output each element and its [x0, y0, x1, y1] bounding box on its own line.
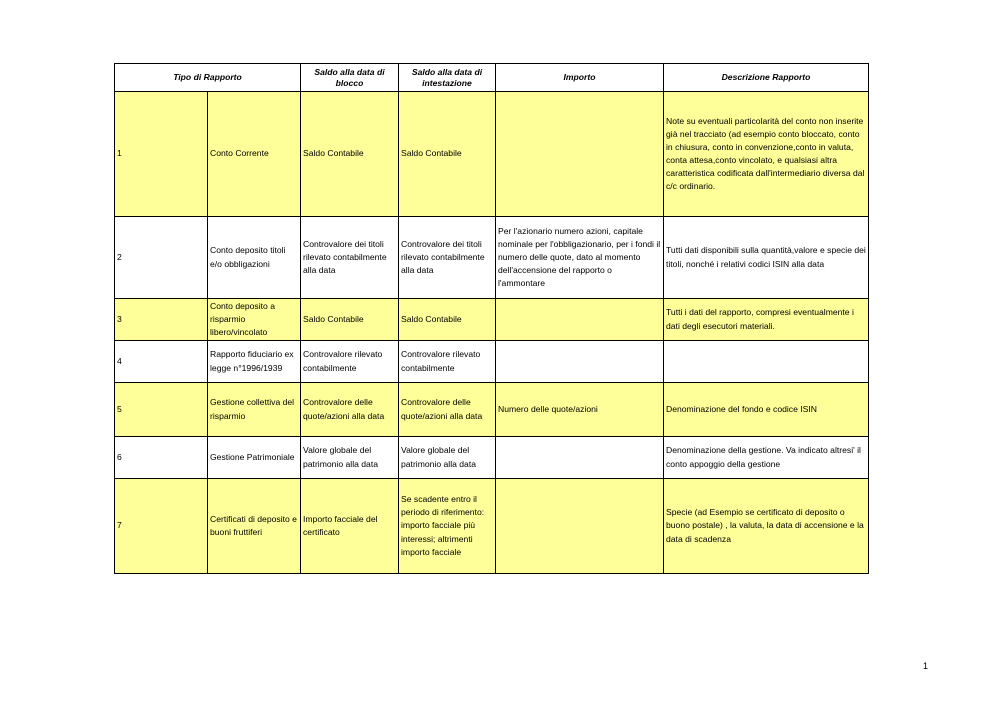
row-descrizione: Tutti dati disponibili sulla quantità,valore e specie dei titoli, nonché i relativi codici ISIN alla data: [664, 217, 869, 299]
page-number: 1: [922, 661, 928, 671]
row-number: 4: [115, 341, 208, 383]
row-importo: [496, 92, 664, 217]
row-importo: [496, 479, 664, 574]
row-tipo: Gestione collettiva del risparmio: [208, 383, 301, 437]
row-importo: Numero delle quote/azioni: [496, 383, 664, 437]
row-saldo-intestazione: Saldo Contabile: [399, 92, 496, 217]
table-row: [115, 437, 869, 479]
table-row: [115, 92, 869, 217]
header-row: [115, 64, 869, 92]
row-saldo-blocco: Saldo Contabile: [301, 92, 399, 217]
row-number: 6: [115, 437, 208, 479]
header-tipo: Tipo di Rapporto: [115, 64, 301, 92]
row-importo: Per l'azionario numero azioni, capitale nominale per l'obbligazionario, per i fondi il numero delle quote, dato al momento dell'accensione del rapporto o l'ammontare: [496, 217, 664, 299]
row-tipo: Gestione Patrimoniale: [208, 437, 301, 479]
row-importo: [496, 299, 664, 341]
row-descrizione: Note su eventuali particolarità del conto non inserite già nel tracciato (ad esempio conto bloccato, conto in chiusura, conto in convenzione,conto in valuta, conta attesa,conto vincolato, e qualsiasi altra caratteristica codificata dall'intermediario diversa dal c/c ordinario.: [664, 92, 869, 217]
header-descrizione: Descrizione Rapporto: [664, 64, 869, 92]
table-row: [115, 479, 869, 574]
row-importo: [496, 341, 664, 383]
row-descrizione: Specie (ad Esempio se certificato di deposito o buono postale) , la valuta, la data di accensione e la data di scadenza: [664, 479, 869, 574]
row-number: 7: [115, 479, 208, 574]
row-saldo-intestazione: Controvalore rilevato contabilmente: [399, 341, 496, 383]
row-tipo: Conto deposito a risparmio libero/vincolato: [208, 299, 301, 341]
row-saldo-intestazione: Controvalore dei titoli rilevato contabilmente alla data: [399, 217, 496, 299]
row-descrizione: Denominazione della gestione. Va indicato altresi' il conto appoggio della gestione: [664, 437, 869, 479]
row-tipo: Certificati di deposito e buoni fruttiferi: [208, 479, 301, 574]
row-tipo: Conto deposito titoli e/o obbligazioni: [208, 217, 301, 299]
row-saldo-blocco: Controvalore rilevato contabilmente: [301, 341, 399, 383]
row-descrizione: [664, 341, 869, 383]
report-table: [114, 63, 869, 574]
header-saldo-intestazione: Saldo alla data di intestazione: [399, 64, 496, 92]
row-saldo-blocco: Importo facciale del certificato: [301, 479, 399, 574]
table-row: [115, 217, 869, 299]
row-saldo-blocco: Valore globale del patrimonio alla data: [301, 437, 399, 479]
row-descrizione: Tutti i dati del rapporto, compresi eventualmente i dati degli esecutori materiali.: [664, 299, 869, 341]
row-saldo-blocco: Saldo Contabile: [301, 299, 399, 341]
table-row: [115, 299, 869, 341]
row-number: 5: [115, 383, 208, 437]
row-descrizione: Denominazione del fondo e codice ISIN: [664, 383, 869, 437]
row-saldo-intestazione: Valore globale del patrimonio alla data: [399, 437, 496, 479]
row-saldo-blocco: Controvalore dei titoli rilevato contabilmente alla data: [301, 217, 399, 299]
row-number: 1: [115, 92, 208, 217]
header-saldo-blocco: Saldo alla data di blocco: [301, 64, 399, 92]
row-saldo-blocco: Controvalore delle quote/azioni alla data: [301, 383, 399, 437]
row-saldo-intestazione: Controvalore delle quote/azioni alla data: [399, 383, 496, 437]
header-importo: Importo: [496, 64, 664, 92]
row-saldo-intestazione: Saldo Contabile: [399, 299, 496, 341]
row-saldo-intestazione: Se scadente entro il periodo di riferimento: importo facciale più interessi; altrimenti importo facciale: [399, 479, 496, 574]
row-tipo: Rapporto fiduciario ex legge n°1996/1939: [208, 341, 301, 383]
row-number: 3: [115, 299, 208, 341]
table-row: [115, 341, 869, 383]
row-number: 2: [115, 217, 208, 299]
row-tipo: Conto Corrente: [208, 92, 301, 217]
row-importo: [496, 437, 664, 479]
table-row: [115, 383, 869, 437]
